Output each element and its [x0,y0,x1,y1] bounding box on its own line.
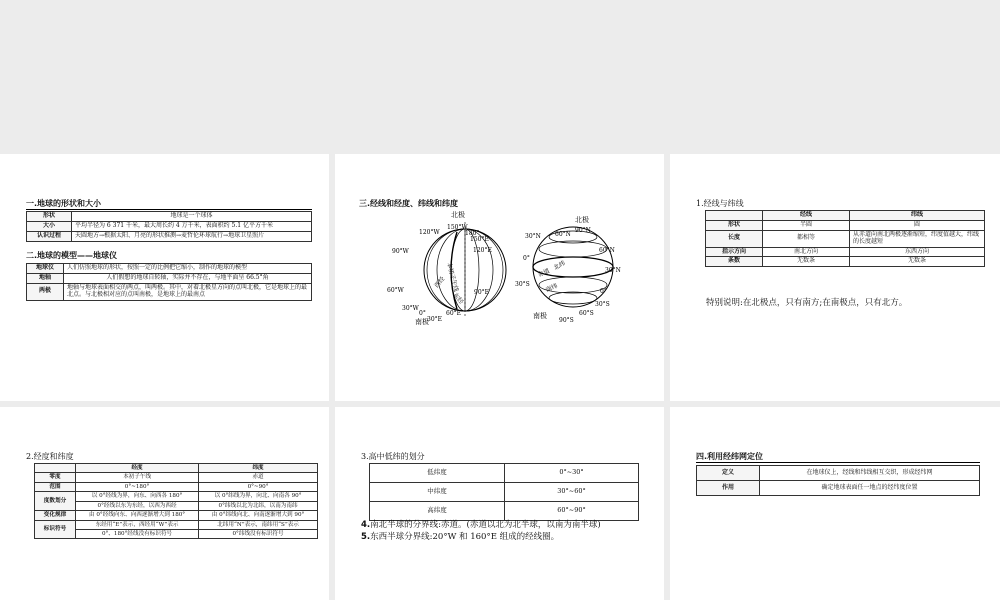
row-label: 长度 [706,230,763,247]
lat-label: 60°N [599,247,615,254]
row-value: 人们假想的地球自转轴，实际并不存在，与地平面呈 66.5°角 [64,273,312,283]
row-label: 条数 [706,257,763,267]
table-header-row [706,211,985,221]
column-header: 纬度 [199,464,318,473]
title-underline [696,462,980,463]
title-underline [26,209,312,210]
south-pole-label: 南极 [415,318,429,326]
table-header-row [35,464,318,473]
cell: 0°纬线以北为北纬，以南为南纬 [199,501,318,510]
cell: 东经用“E”表示，西经用“W”表示 [76,520,199,529]
table-row [27,231,312,241]
row-value: 地球是一个球体 [72,212,312,222]
slide-latitude-zones [335,407,664,600]
table-row [35,520,318,529]
slide-lines-comparison [670,154,1000,401]
column-header [706,211,763,221]
cell: 0°~180° [76,482,199,491]
cell: 北纬用“N”表示，南纬用“S”表示 [199,520,318,529]
cell: 0°经线以东为东经，以西为西经 [76,501,199,510]
latitude-globe-diagram [515,212,645,327]
row-label: 地轴 [27,273,64,283]
column-header: 经度 [76,464,199,473]
special-note: 特别说明:在北极点，只有南方;在南极点，只有北方。 [706,298,908,308]
cell: 东西方向 [850,247,985,257]
table-row [35,529,318,538]
lon-label: 180° [465,230,480,237]
row-label: 标识符号 [35,520,76,539]
column-header: 经线 [763,211,850,221]
row-value: 地轴与地球表面相交的两点，叫两极。其中，对着北极星方向的点叫北极，它是地球上的最北点。与北极相对应的点叫南极，是地球上的最南点 [64,283,312,300]
latitude-zones-table [369,463,639,521]
south-latitude-label: 南纬 [544,282,559,294]
table-row [35,511,318,520]
globe-model-table [26,263,312,301]
section-title: 三.经线和经度、纬线和纬度 [359,199,459,208]
cell: 赤道 [199,473,318,482]
row-value: 确定地球表面任一地点的经纬度位置 [760,481,980,496]
cell: 从赤道向南北两极逐渐缩短，纬度值越大，纬线的长度越短 [850,230,985,247]
lon-label: 30°W [402,305,419,312]
cell: 无数条 [850,257,985,267]
lat-label-left: 30°S [515,281,530,288]
cell: 半圆 [763,220,850,230]
east-longitude-label: 东经 [451,291,465,306]
table-row [697,481,980,496]
row-value: 60°~90° [505,502,639,521]
lon-label: 150°W [447,224,468,231]
lat-label: 0° [600,288,607,295]
lon-label: 150°E [470,236,489,243]
row-value: 30°~60° [505,483,639,502]
row-label: 指示方向 [706,247,763,257]
hemisphere-boundary-ns [361,518,601,530]
lat-label: 30°N [605,267,621,274]
cell: 0°纬线没有标识符号 [199,529,318,538]
section-title: 四.利用经纬网定位 [696,452,764,461]
row-label: 中纬度 [370,483,505,502]
table-row [706,230,985,247]
cell: 圆 [850,220,985,230]
row-value: 平均半径为 6 371 千米，最大周长约 4 万千米，表面积约 5.1 亿平方千米 [72,221,312,231]
table-row [370,483,639,502]
row-value: 人们仿照地球的形状，按照一定的比例把它缩小，制作的地球的模型 [64,264,312,274]
west-longitude-label: 西经 [433,275,447,290]
lon-label: 90°E [474,289,490,296]
column-header [35,464,76,473]
column-header: 纬线 [850,211,985,221]
lon-label: 0° [419,310,426,317]
row-label: 高纬度 [370,502,505,521]
row-label: 地球仪 [27,264,64,274]
row-label: 范围 [35,482,76,491]
row-label: 认识过程 [27,231,72,241]
graticule-table [696,465,980,496]
section-title: 一.地球的形状和大小 [26,199,102,208]
lines-comparison-table [705,210,985,267]
row-label: 零度 [35,473,76,482]
lat-label: 30°S [595,301,610,308]
cell: 都相等 [763,230,850,247]
south-pole-label: 南极 [533,312,547,320]
section-title: 2.经度和纬度 [26,452,74,461]
lat-label-left: 60°N [555,231,571,238]
row-label: 两极 [27,283,64,300]
row-label: 度数划分 [35,492,76,511]
row-label: 大小 [27,221,72,231]
lon-label: 120°W [419,229,440,236]
lon-label: 30°E [427,316,443,323]
table-row [35,482,318,491]
section-title: 二.地球的模型——地球仪 [26,251,118,260]
cell: 以 0°纬线为界，向北、向南各 90° [199,492,318,501]
section-title: 1.经线与纬线 [696,199,744,208]
lat-label: 90°S [559,317,574,324]
cell: 由 0°经线向东、向西逐渐增大到 180° [76,511,199,520]
row-label: 定义 [697,466,760,481]
equator-label: 赤道 [536,267,551,279]
cell: 由 0°纬线向北、向南逐渐增大到 90° [199,511,318,520]
lat-label: 60°S [579,310,594,317]
lat-label-left: 0° [523,255,530,262]
row-label: 形状 [27,212,72,222]
item-text: 南北半球的分界线:赤道。(赤道以北为北半球，以南为南半球) [370,520,601,530]
table-row [706,247,985,257]
lon-label: 120°E [473,247,492,254]
cell: 以 0°经线为界，向东、向西各 180° [76,492,199,501]
table-row [697,466,980,481]
item-text: 东西半球分界线:20°W 和 160°E 组成的经线圈。 [370,532,560,542]
row-label: 形状 [706,220,763,230]
table-row [706,220,985,230]
table-row [35,501,318,510]
cell: 0°~90° [199,482,318,491]
north-latitude-label: 北纬 [552,259,567,272]
row-value: 天圆地方→根据太阳、月亮的形状推测→麦哲伦环球航行→地球卫星照片 [72,231,312,241]
table-row [27,283,312,300]
slide-longitude-latitude [0,407,329,600]
table-row [27,221,312,231]
slide-graticule-location [670,407,1000,600]
cell: 无数条 [763,257,850,267]
lon-label: 90°W [392,248,409,255]
lat-label-left: 30°N [525,233,541,240]
lon-label: 60°W [387,287,404,294]
item-number: 5. [361,532,371,542]
lat-label: 90°N [575,227,591,234]
cell: 0°、180°经线没有标识符号 [76,529,199,538]
prime-meridian-label: 本初子午线 [445,261,460,293]
lon-label: 60°E [446,310,462,317]
row-value: 0°~30° [505,464,639,483]
row-label: 作用 [697,481,760,496]
slide-earth-shape [0,154,329,401]
degree-comparison-table [34,463,318,539]
table-row [35,473,318,482]
north-pole-label: 北极 [451,211,465,219]
table-row [35,492,318,501]
row-value: 在地球仪上，经线和纬线相互交织，形成经纬网 [760,466,980,481]
earth-shape-table [26,211,312,242]
slide-meridians-parallels [335,154,664,401]
table-row [27,264,312,274]
row-label: 变化规律 [35,511,76,520]
table-row [27,212,312,222]
item-number: 4. [361,520,371,530]
table-row [706,257,985,267]
north-pole-label: 北极 [575,216,589,224]
hemisphere-boundary-ew [361,530,559,542]
table-row [370,464,639,483]
table-row [27,273,312,283]
row-label: 低纬度 [370,464,505,483]
cell: 本初子午线 [76,473,199,482]
cell: 南北方向 [763,247,850,257]
section-title: 3.高中低纬的划分 [361,452,425,461]
